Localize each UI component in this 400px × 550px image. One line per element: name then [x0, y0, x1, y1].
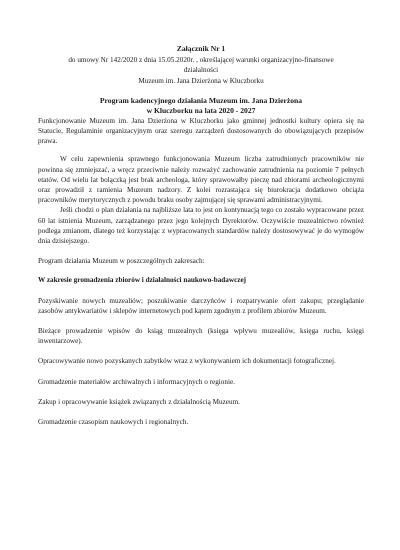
agreement-line: do umowy Nr 142/2020 z dnia 15.05.2020r. , określającej warunki organizacyjno-finansowe — [68, 56, 334, 65]
program-scope-intro: Program działania Muzeum w poszczególnych zakresach: — [38, 257, 205, 266]
list-item: Bieżące prowadzenie wpisów do ksiąg muzealnych (księga wpływu muzealiów, księga ruchu, księgi inwentarzowe). — [38, 327, 364, 346]
paragraph-staffing: W celu zapewnienia sprawnego funkcjonowania Muzeum liczba zatrudnionych pracowników nie powinna się zmniejszać, a wręcz przeciwnie należy rozważyć zachowanie zatrudnienia na poziomie 7 pełnych etatów. Od wielu lat bolączką jest brak archeologa, który sprawowałby pieczę nad zbiorami archeologicznymi oraz prowadził z ramienia Muzeum nadzory. Z kolei rozrastająca się biurokracja dodatkowo obciąża pracowników merytorycznych z powodu braku osoby zajmującej się sprawami administracyjnymi. — [38, 155, 364, 205]
list-item: Zakup i opracowywanie książek związanych z działalnością Muzeum. — [38, 397, 240, 406]
list-item: Pozyskiwanie nowych muzealiów; poszukiwanie darczyńców i rozpatrywanie ofert zakupu; przeglądanie zasobów antykwariatów i sklepów internetowych pod kątem zgodnym z profilem zbiorów Muzeum. — [38, 296, 364, 315]
program-title-line-1: Program kadencyjnego działania Muzeum im. Jana Dzierżona — [99, 95, 303, 105]
list-item: Gromadzenie materiałów archiwalnych i informacyjnych o regionie. — [38, 377, 235, 386]
paragraph-plan: Jeśli chodzi o plan działania na najbliższe lata to jest on kontynuacją tego co zostało wypracowane przez 60 lat istnienia Muzeum, zarządzanego przez jego kolejnych Dyrektorów. Oczywiście muzealnictwo również podlega zmianom, dlatego też korzystając z wypracowanych standardów należy dostosowywać je do wymogów dnia dzisiejszego. — [38, 206, 364, 246]
agreement-line-2: działalności — [183, 66, 219, 75]
list-item: Opracowywanie nowo pozyskanych zabytków wraz z wykonywaniem ich dokumentacji fotograficznej. — [38, 357, 336, 366]
section-heading: W zakresie gromadzenia zbiorów i działalności naukowo-badawczej — [38, 276, 247, 285]
attachment-title: Załącznik Nr 1 — [176, 44, 226, 53]
program-title-line-2: w Kluczborku na lata 2020 - 2027 — [146, 105, 256, 115]
program-title — [38, 96, 364, 116]
museum-name-line: Muzeum im. Jana Dzierżona w Kluczborku — [138, 76, 264, 85]
list-item: Gromadzenie czasopism naukowych i regionalnych. — [38, 418, 189, 427]
paragraph-intro: Funkcjonowanie Muzeum im. Jana Dzierżona w Kluczborku jako gminnej jednostki kultury opiera się na Statucie, Regulaminie organizacyjnym oraz szeregu zarządzeń dostosowanych do obowiązujących przepisów prawa. — [38, 116, 364, 146]
